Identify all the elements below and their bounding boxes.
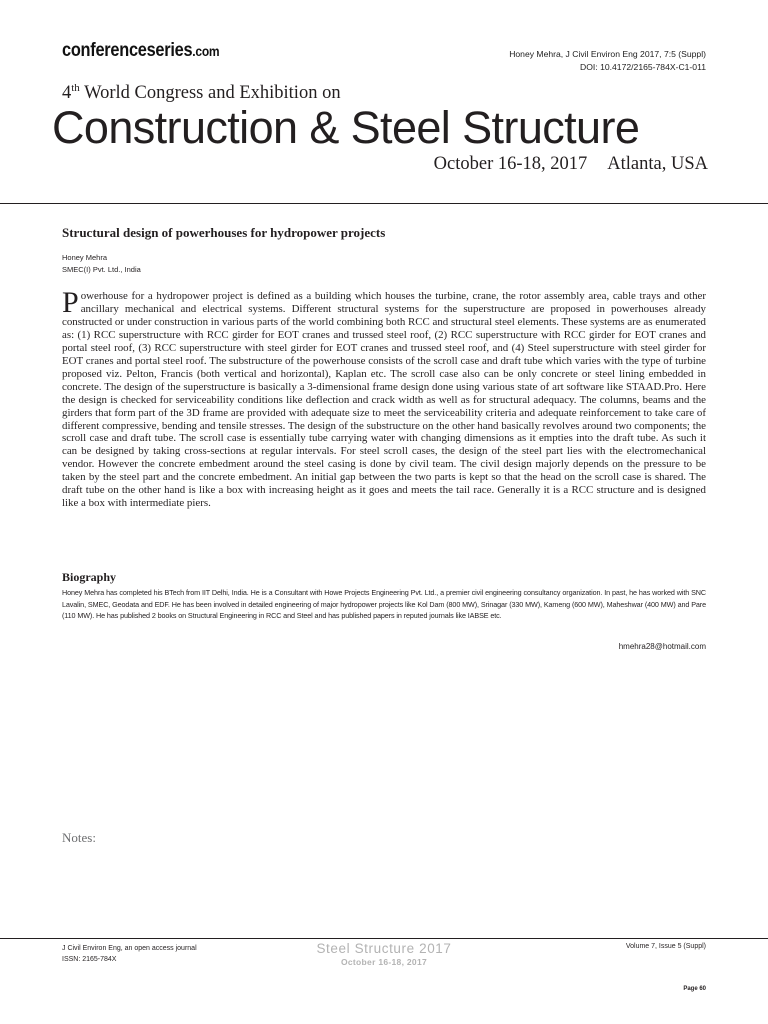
abstract-body xyxy=(62,286,706,510)
author-name: Honey Mehra xyxy=(62,253,108,262)
footer-journal: J Civil Environ Eng, an open access journal xyxy=(62,945,197,952)
event-location: Atlanta, USA xyxy=(607,154,708,174)
publisher-logo xyxy=(62,40,219,62)
conference-title: Construction & Steel Structure xyxy=(52,102,640,153)
author-email: hmehra28@hotmail.com xyxy=(618,642,706,651)
page-number: Page 60 xyxy=(683,986,706,992)
footer-volume: Volume 7, Issue 5 (Suppl) xyxy=(625,943,706,950)
event-line xyxy=(434,154,708,175)
abstract-text: owerhouse for a hydropower project is defined as a building which houses the turbine, crane, the rotor assembly area, cable trays and other ancillary mechanical and electrical systems. Different structural systems for the superstructure are proposed in powerhouses already constructed or under construction in various parts of the world combining both RCC and structural steel elements. These systems are as enumerated as: (1) RCC superstructure with RCC girder for EOT cranes and trussed steel roof, (2) RCC superstructure with RCC girder for EOT cranes and portal steel roof, (3) RCC superstructure with steel girder for EOT cranes and trussed steel roof, and (4) Steel superstructure with steel girder for EOT cranes and portal steel roof. The substructure of the powerhouse consists of the scroll case and draft tube which varies with the type of turbine proposed viz. Pelton, Francis (both vertical and horizontal), Kaplan etc. The scroll case also can be only concrete or steel lining embedded in concrete. The design of the superstructure is basically a 3-dimensional frame design done using various state of art software like STAAD.Pro. Here the design is checked for serviceability conditions like deflection and crack width as well as for structural adequacy. The columns, beams and the girders that form part of the 3D frame are provided with adequate size to meet the serviceability criteria and adequate reinforcement to take care of different compressive, bending and tensile stresses. The design of the substructure on the other hand basically revolves around two components; the scroll case and draft tube. The scroll case is essentially tube carrying water with changing dimensions as it empties into the draft tube. As such it can be designed by taking cross-sections at regular intervals. For steel scroll cases, the design of the steel part lies with the electromechanical vendor. However the concrete embedment around the steel casing is done by civil team. The civil design majorly depends on the pressure to be taken by the steel part and the concrete embedment. An initial gap between the two parts is kept so that the head on the scroll case is shared. The draft tube on the other hand is like a box with increasing height as it goes and meets the tail race. Generally it is a RCC structure and is designed like a box with intermediate piers. xyxy=(62,290,706,510)
doi-line: DOI: 10.4172/2165-784X-C1-011 xyxy=(580,62,706,72)
congress-number: 4 xyxy=(62,83,72,104)
congress-text: World Congress and Exhibition on xyxy=(79,83,341,104)
logo-suffix-text: .com xyxy=(192,43,220,59)
footer-divider xyxy=(0,938,768,939)
header-divider xyxy=(0,203,768,204)
logo-main-text: conferenceseries xyxy=(62,40,193,61)
event-dates: October 16-18, 2017 xyxy=(433,154,588,174)
footer-event-title: Steel Structure 2017 xyxy=(316,941,452,956)
biography-text: Honey Mehra has completed his BTech from IIT Delhi, India. He is a Consultant with Howe Projects Engineering Pvt. Ltd., a premier civil engineering consultancy organization. In past, he has worked with SNC Lavalin, SMEC, Geodata and EDF. He has been involved in detailed engineering of major hydropower projects like Kol Dam (800 MW), Srinagar (330 MW), Kameng (600 MW), Maheshwar (400 MW) and Pare (110 MW). He has published 2 books on Structural Engineering in RCC and Steel and has published papers in reputed journals like IABSE etc. xyxy=(62,588,706,620)
drop-cap: P xyxy=(62,286,79,319)
author-affiliation: SMEC(I) Pvt. Ltd., India xyxy=(62,265,141,274)
footer-event-dates: October 16-18, 2017 xyxy=(340,957,428,967)
article-title: Structural design of powerhouses for hydropower projects xyxy=(62,225,386,240)
footer-issn: ISSN: 2165-784X xyxy=(62,956,117,963)
citation-line: Honey Mehra, J Civil Environ Eng 2017, 7:5 (Suppl) xyxy=(509,49,706,59)
citation-block xyxy=(509,48,706,74)
biography-heading: Biography xyxy=(62,570,117,584)
congress-line xyxy=(62,82,341,104)
author-block xyxy=(62,252,141,276)
notes-label: Notes: xyxy=(62,830,96,845)
congress-ordinal: th xyxy=(71,82,80,94)
